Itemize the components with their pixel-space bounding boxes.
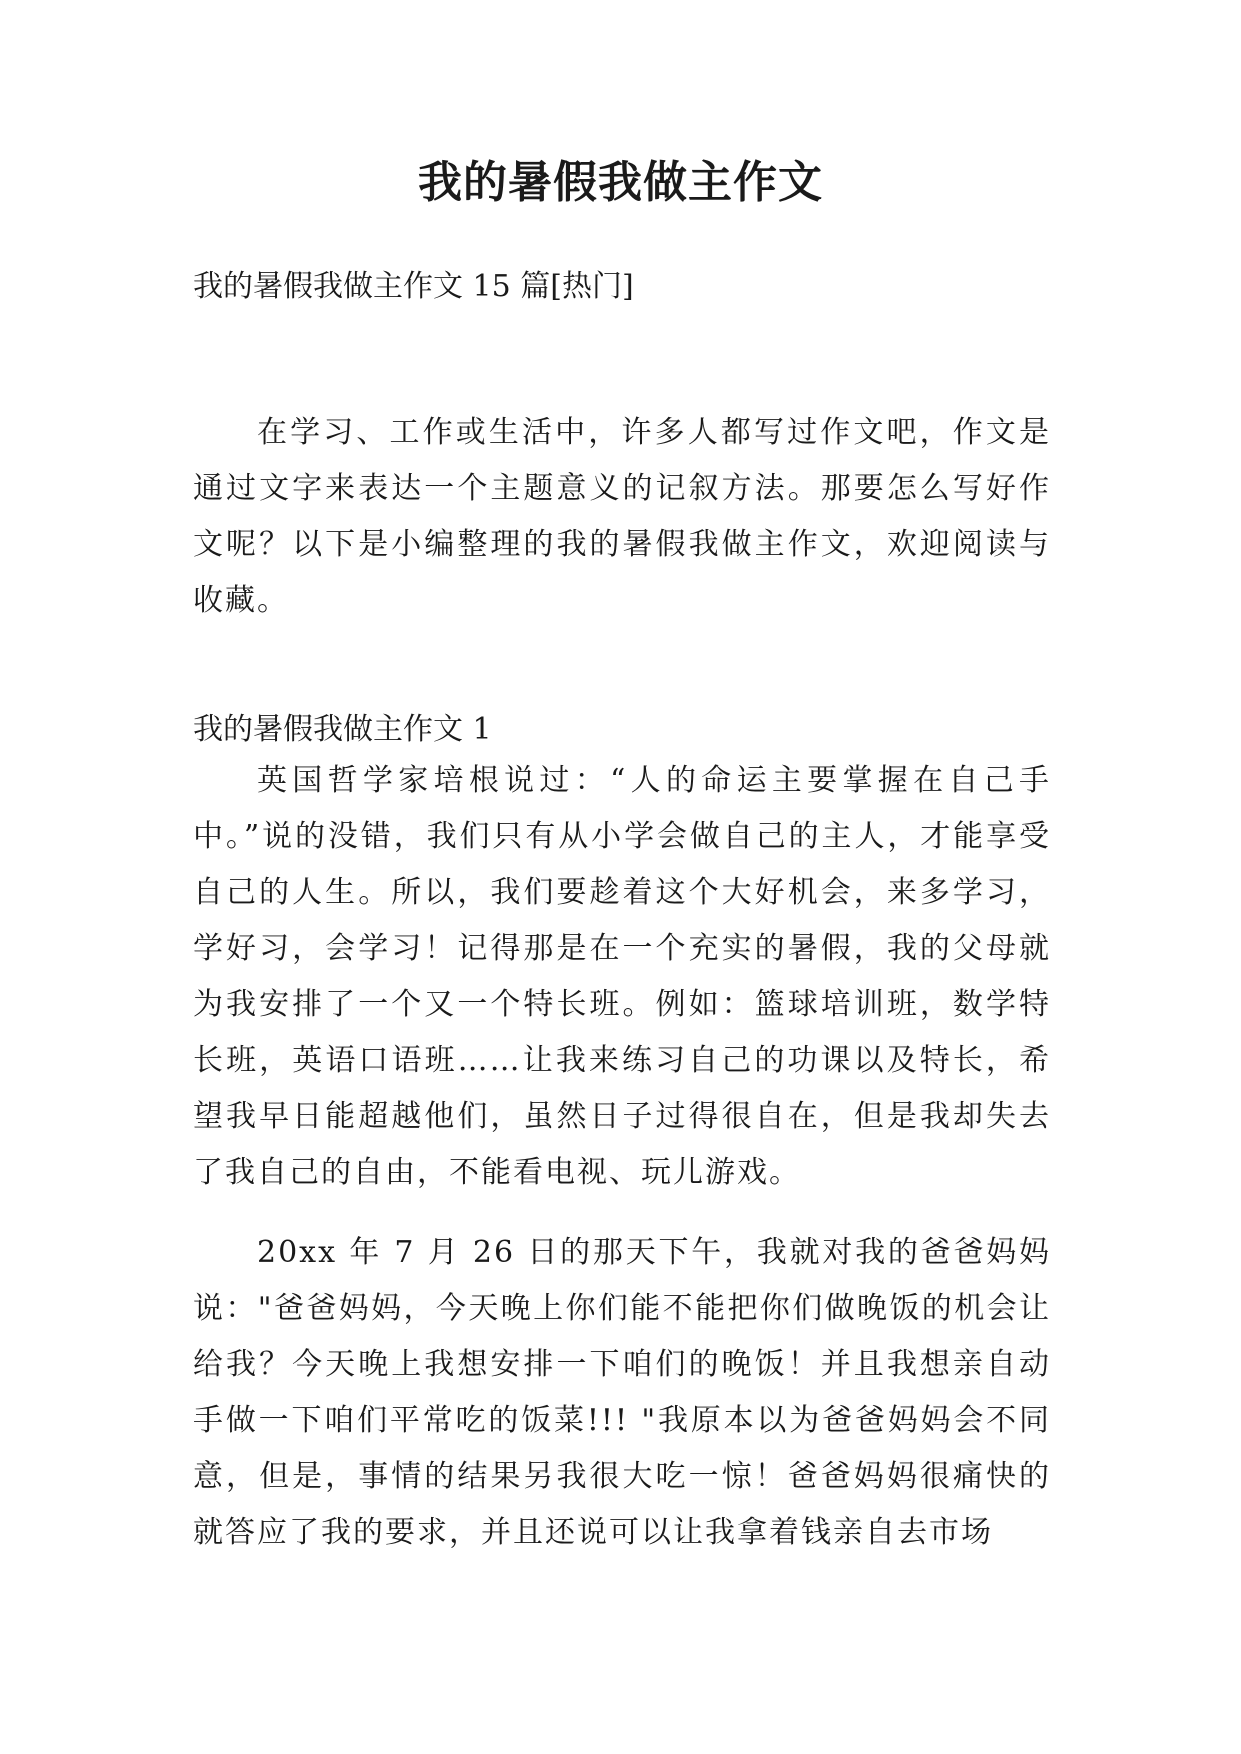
body-paragraph: 英国哲学家培根说过：“人的命运主要掌握在自己手中。”说的没错，我们只有从小学会做自己的主人，才能享受自己的人生。所以，我们要趁着这个大好机会，来多学习，学好习，会学习！记得那是在一个充实的暑假，我的父母就为我安排了一个又一个特长班。例如：篮球培训班，数学特长班，英语口语班……让我来练习自己的功课以及特长，希望我早日能超越他们，虽然日子过得很自在，但是我却失去了我自己的自由，不能看电视、玩儿游戏。 [193,763,1051,1190]
body-paragraph: 20xx 年 7 月 26 日的那天下午，我就对我的爸爸妈妈说："爸爸妈妈，今天晚上你们能不能把你们做晚饭的机会让给我？今天晚上我想安排一下咱们的晚饭！并且我想亲自动手做一下咱们平常吃的饭菜!!! "我原本以为爸爸妈妈会不同意，但是，事情的结果另我很大吃一惊！爸爸妈妈很痛快的就答应了我的要求，并且还说可以让我拿着钱亲自去市场 [193,1235,1051,1550]
intro-paragraph: 在学习、工作或生活中，许多人都写过作文吧，作文是通过文字来表达一个主题意义的记叙方法。那要怎么写好作文呢？以下是小编整理的我的暑假我做主作文，欢迎阅读与收藏。 [193,415,1051,618]
document-title: 我的暑假我做主作文 [418,157,823,208]
document-subtitle: 我的暑假我做主作文 15 篇[热门] [193,269,634,304]
section-heading: 我的暑假我做主作文 1 [193,712,492,747]
